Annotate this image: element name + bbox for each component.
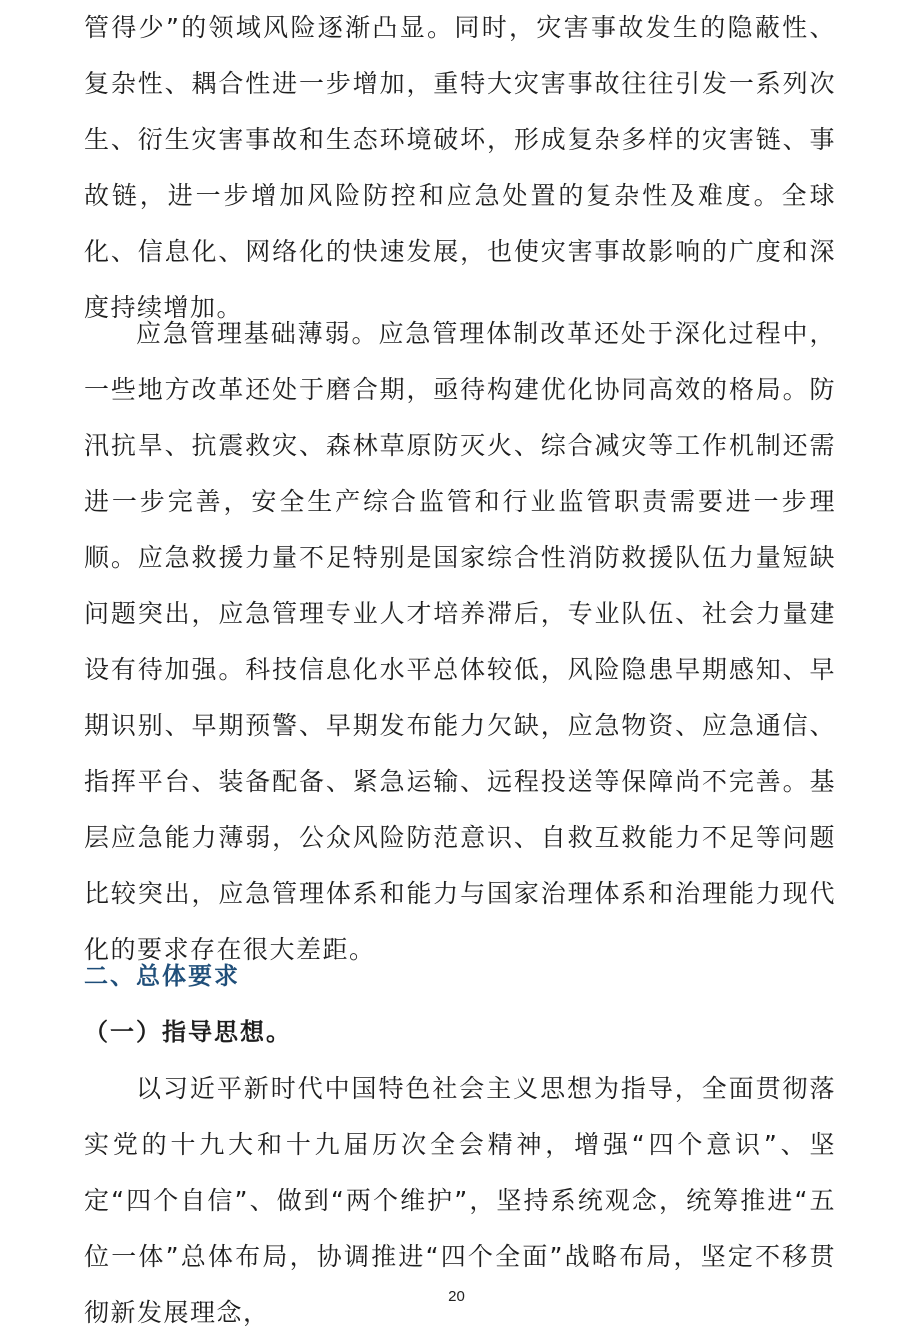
- page-number: 20: [448, 1288, 465, 1305]
- section-heading: 二、总体要求: [84, 962, 240, 990]
- paragraph-guiding-ideology: 以习近平新时代中国特色社会主义思想为指导，全面贯彻落实党的十九大和十九届历次全会精神，增强“四个意识”、坚定“四个自信”、做到“两个维护”，坚持系统观念，统筹推进“五位一体”总体布局，协调推进“四个全面”战略布局，坚定不移贯彻新发展理念，: [84, 1074, 836, 1327]
- subsection-heading: （一）指导思想。: [84, 1018, 292, 1046]
- paragraph-weak-foundation: 应急管理基础薄弱。应急管理体制改革还处于深化过程中，一些地方改革还处于磨合期，亟待构建优化协同高效的格局。防汛抗旱、抗震救灾、森林草原防灭火、综合减灾等工作机制还需进一步完善，安全生产综合监管和行业监管职责需要进一步理顺。应急救援力量不足特别是国家综合性消防救援队伍力量短缺问题突出，应急管理专业人才培养滞后，专业队伍、社会力量建设有待加强。科技信息化水平总体较低，风险隐患早期感知、早期识别、早期预警、早期发布能力欠缺，应急物资、应急通信、指挥平台、装备配备、紧急运输、远程投送等保障尚不完善。基层应急能力薄弱，公众风险防范意识、自救互救能力不足等问题比较突出，应急管理体系和能力与国家治理体系和治理能力现代化的要求存在很大差距。: [84, 319, 836, 964]
- paragraph-risk-complexity: 管得少”的领域风险逐渐凸显。同时，灾害事故发生的隐蔽性、复杂性、耦合性进一步增加，重特大灾害事故往往引发一系列次生、衍生灾害事故和生态环境破坏，形成复杂多样的灾害链、事故链，进一步增加风险防控和应急处置的复杂性及难度。全球化、信息化、网络化的快速发展，也使灾害事故影响的广度和深度持续增加。: [84, 13, 836, 322]
